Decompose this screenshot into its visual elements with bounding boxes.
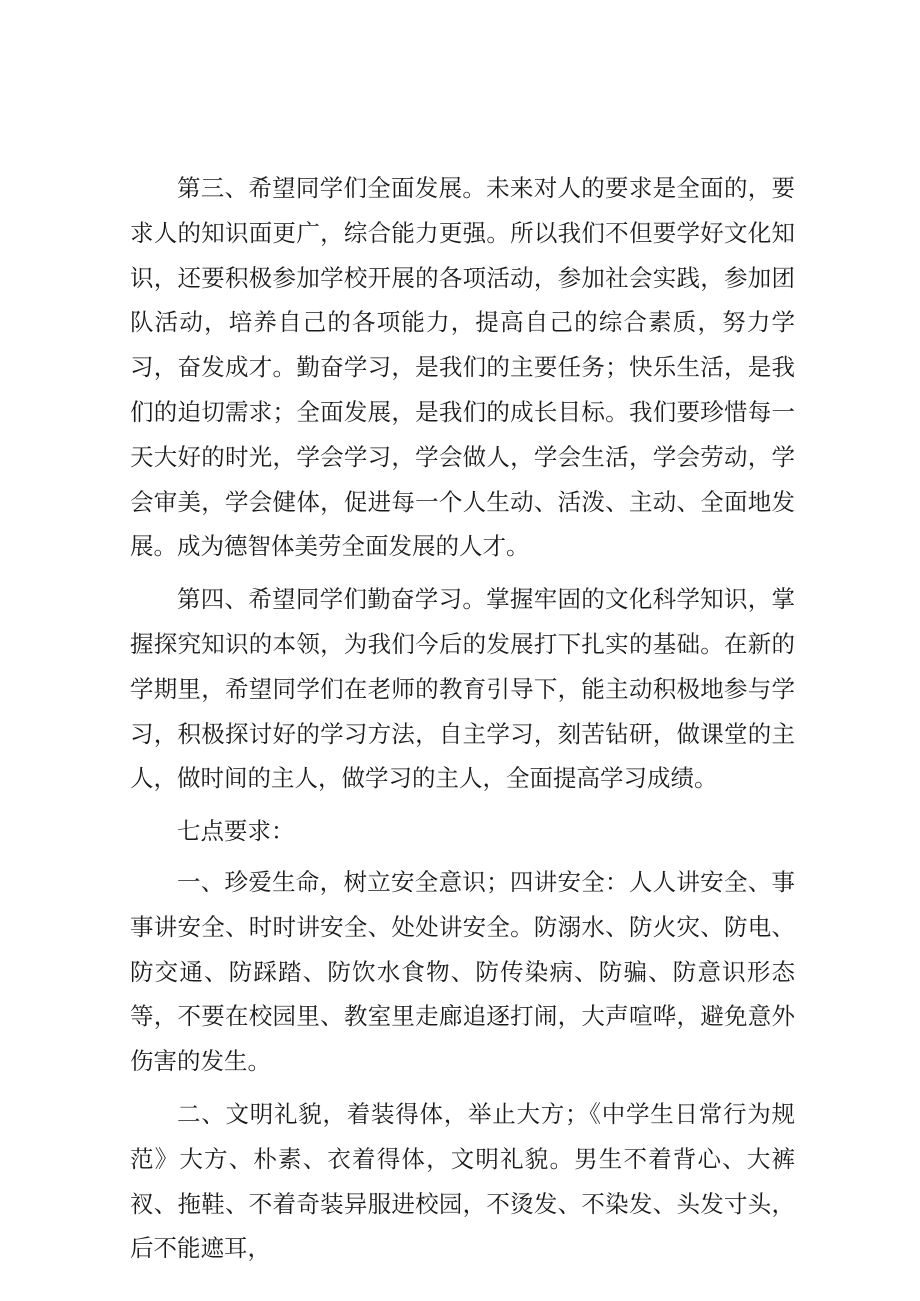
paragraph-fourth-hope: 第四、希望同学们勤奋学习。掌握牢固的文化科学知识，掌握探究知识的本领，为我们今后的发展打下扎实的基础。在新的学期里，希望同学们在老师的教育引导下，能主动积极地参与学习，积极探讨好的学习方法，自主学习，刻苦钻研，做课堂的主人，做时间的主人，做学习的主人，全面提高学习成绩。	[130, 585, 795, 793]
paragraph-seven-requirements-heading: 七点要求：	[177, 817, 295, 846]
paragraph-requirement-two: 二、文明礼貌，着装得体，举止大方；《中学生日常行为规范》大方、朴素、衣着得体，文明礼貌。男生不着背心、大裤衩、拖鞋、不着奇装异服进校园，不烫发、不染发、头发寸头，后不能遮耳，	[130, 1099, 795, 1263]
paragraph-requirement-one: 一、珍爱生命，树立安全意识；四讲安全：人人讲安全、事事讲安全、时时讲安全、处处讲安全。防溺水、防火灾、防电、防交通、防踩踏、防饮水食物、防传染病、防骗、防意识形态等，不要在校园里、教室里走廊追逐打闹，大声喧哗，避免意外伤害的发生。	[130, 867, 795, 1076]
paragraph-third-hope: 第三、希望同学们全面发展。未来对人的要求是全面的，要求人的知识面更广，综合能力更强。所以我们不但要学好文化知识，还要积极参加学校开展的各项活动，参加社会实践，参加团队活动，培养自己的各项能力，提高自己的综合素质，努力学习，奋发成才。勤奋学习，是我们的主要任务；快乐生活，是我们的迫切需求；全面发展，是我们的成长目标。我们要珍惜每一天大好的时光，学会学习，学会做人，学会生活，学会劳动，学会审美，学会健体，促进每一个人生动、活泼、主动、全面地发展。成为德智体美劳全面发展的人才。	[130, 174, 795, 561]
document-body	[130, 166, 795, 1279]
